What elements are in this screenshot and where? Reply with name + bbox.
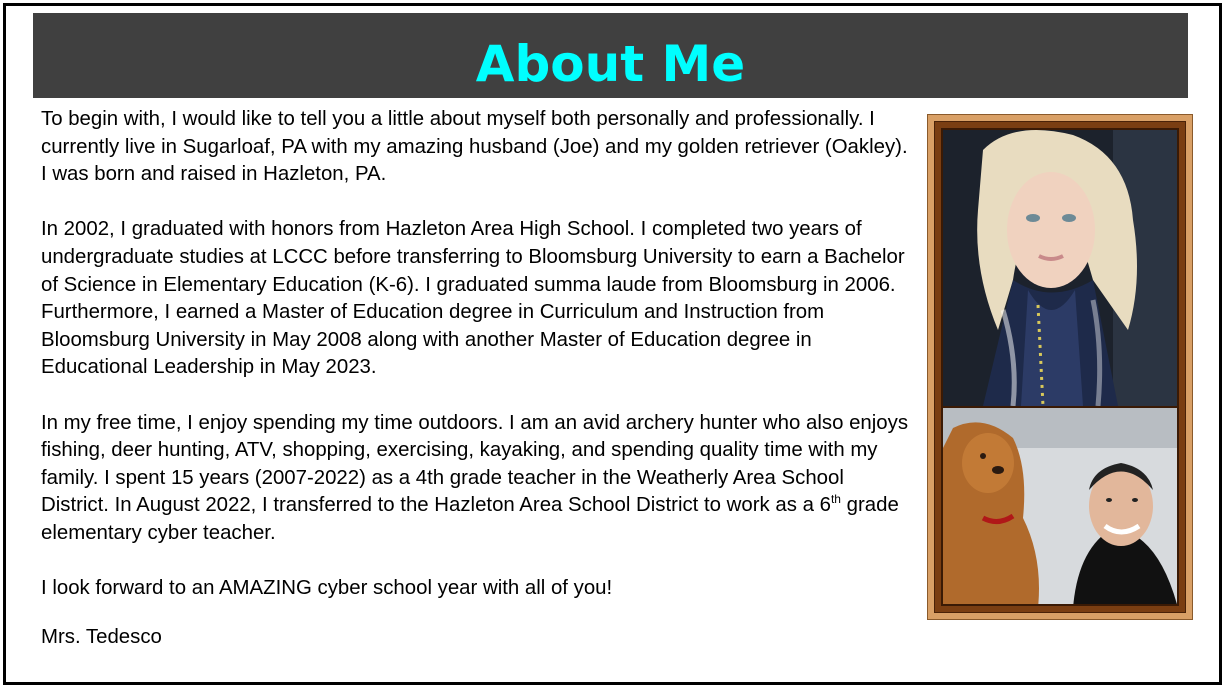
slide-title: About Me: [475, 35, 746, 93]
photo-mat: [941, 128, 1179, 606]
title-bar: [33, 13, 1188, 98]
paragraph-closing: I look forward to an AMAZING cyber school year with all of you!: [41, 577, 613, 600]
ordinal-suffix: th: [830, 492, 841, 507]
paragraph-intro: To begin with, I would like to tell you a little about myself both personally and professionally. I currently live in Sugarloaf, PA with my amazing husband (Joe) and my golden retriever (Oakley). I was born and raised in Hazleton, PA.: [41, 108, 908, 186]
photo-frame-inner: [934, 121, 1186, 613]
paragraph-hobbies: [41, 410, 917, 548]
woman-selfie-photo: [943, 130, 1177, 406]
hobbies-text: In my free time, I enjoy spending my time outdoors. I am an avid archery hunter who also enjoys fishing, deer hunting, ATV, shopping, exercising, kayaking, and spending quality time with my family. I spent 15 years (2007-2022) as a 4th grade teacher in the Weatherly Area School District. In August 2022, I transferred to the Hazleton Area School District to work as a 6: [41, 411, 909, 517]
photo-frame: [927, 114, 1193, 620]
dog-and-man-photo: [943, 408, 1177, 604]
hobbies-text-end: grade elementary cyber teacher.: [41, 494, 899, 544]
paragraph-education: In 2002, I graduated with honors from Hazleton Area High School. I completed two years of undergraduate studies at LCCC before transferring to Bloomsburg University to earn a Bachelor of Science in Elementary Education (K-6). I graduated summa laude from Bloomsburg in 2006. Furthermore, I earned a Master of Education degree in Curriculum and Instruction from Bloomsburg University in May 2008 along with another Master of Education degree in Educational Leadership in May 2023.: [41, 218, 905, 379]
signature: Mrs. Tedesco: [41, 626, 162, 649]
about-text: [33, 99, 917, 679]
